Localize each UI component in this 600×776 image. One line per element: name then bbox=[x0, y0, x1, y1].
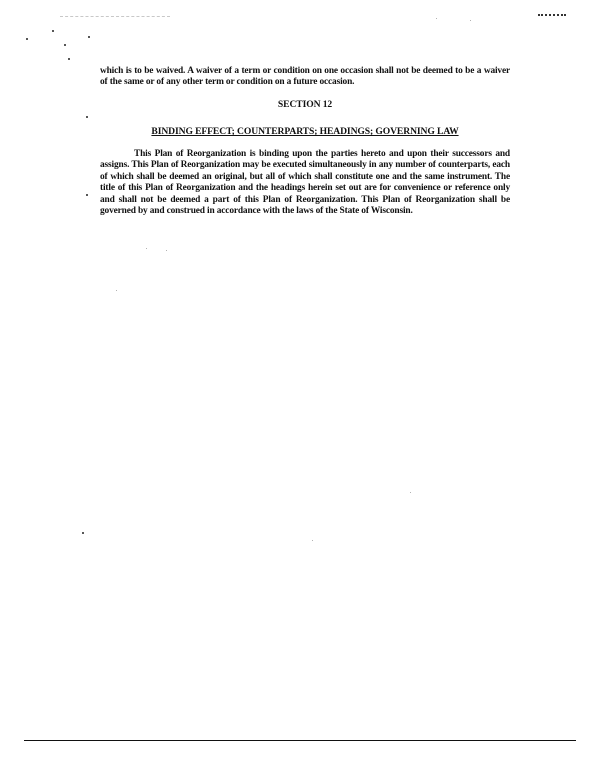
scan-speck bbox=[470, 20, 471, 21]
scan-speck bbox=[52, 30, 54, 32]
page-footer-rule bbox=[24, 740, 576, 741]
section-number: SECTION 12 bbox=[277, 99, 333, 110]
scan-speck bbox=[436, 18, 437, 19]
scan-speck bbox=[68, 58, 70, 60]
scan-artifact-top-right bbox=[538, 14, 566, 16]
scan-speck bbox=[146, 248, 147, 249]
paragraph-waiver-continuation: which is to be waived. A waiver of a term or condition on one occasion shall not be deemed to be a waiver of the same or of any other term or condition on a future occasion. bbox=[100, 66, 510, 88]
scan-speck bbox=[410, 492, 411, 493]
scan-speck bbox=[86, 116, 88, 118]
scan-speck bbox=[116, 290, 117, 291]
scan-speck bbox=[88, 36, 90, 38]
scan-speck bbox=[82, 532, 84, 534]
scan-speck bbox=[26, 38, 28, 40]
scan-speck bbox=[86, 194, 88, 196]
scan-speck bbox=[312, 540, 313, 541]
scan-speck bbox=[166, 250, 167, 251]
paragraph-binding-effect: This Plan of Reorganization is binding upon the parties hereto and upon their successors and assigns. This Plan of Reorganization may be executed simultaneously in any number of counterparts, each of which shall be deemed an original, but all of which shall constitute one and the same instrument. The title of this Plan of Reorganization and the headings herein set out are for convenience or reference only and shall not be deemed a part of this Plan of Reorganization. This Plan of Reorganization shall be governed by and construed in accordance with the laws of the State of Wisconsin. bbox=[100, 149, 510, 217]
section-heading: BINDING EFFECT; COUNTERPARTS; HEADINGS; GOVERNING LAW bbox=[151, 126, 459, 137]
scan-speck bbox=[64, 44, 66, 46]
scan-artifact-top-left bbox=[60, 16, 170, 17]
